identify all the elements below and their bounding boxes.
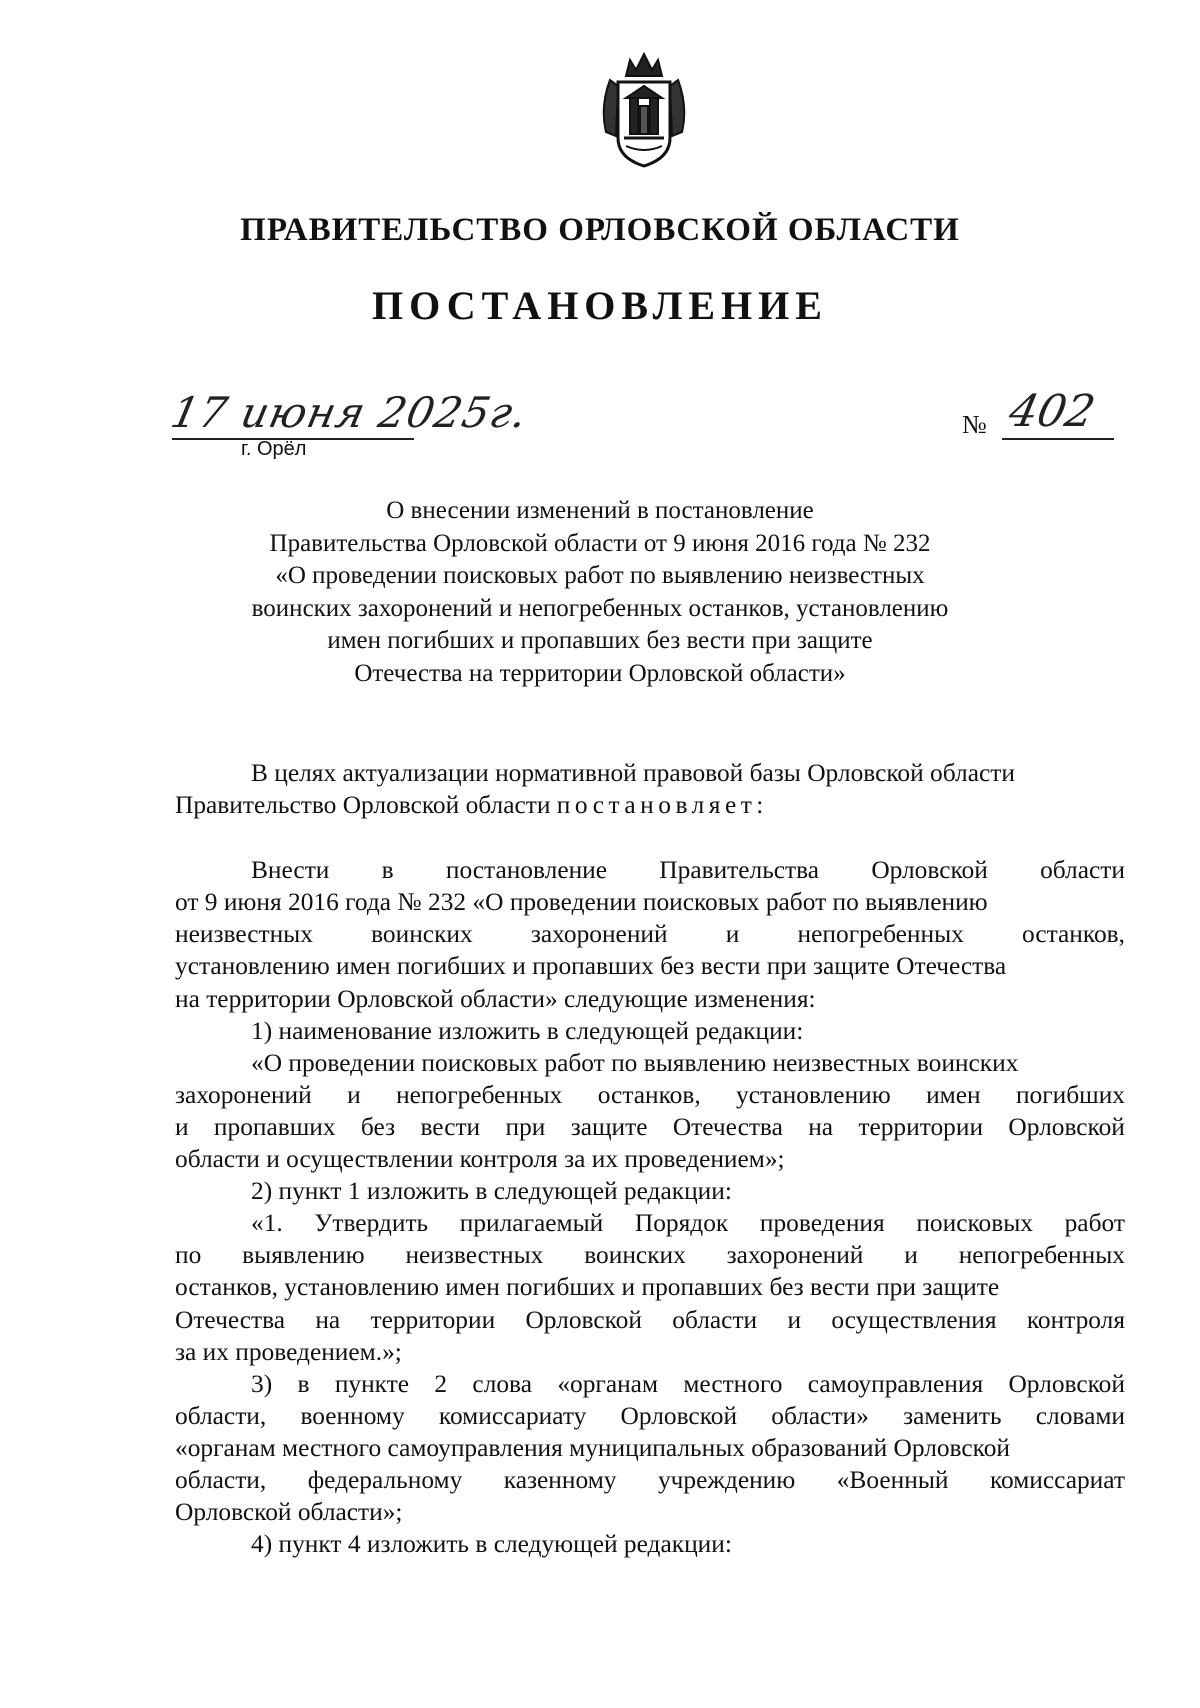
word: 2 (434, 1369, 448, 1398)
body-line (175, 1400, 1125, 1432)
word: и (175, 1112, 189, 1141)
word: захоронений (726, 1241, 864, 1270)
word: Орловской (1008, 1112, 1125, 1141)
subject-line: имен погибших и пропавших без вести при защите (327, 627, 873, 654)
word: федеральному (307, 1465, 463, 1494)
word: выявлению (242, 1241, 365, 1270)
number-underline (1002, 438, 1114, 440)
word: области (1040, 856, 1125, 885)
handwritten-date: 17 июня 2025г. (166, 388, 533, 437)
word: территории (858, 1112, 984, 1141)
word: погибших (1015, 1080, 1125, 1109)
body-line: от 9 июня 2016 года № 232 «О проведении поисковых работ по выявлению (175, 888, 988, 917)
word: и (904, 1241, 918, 1270)
document-body (175, 757, 1125, 1560)
word: воинских (584, 1241, 686, 1270)
word: останков, (597, 1080, 701, 1109)
word: установлению (736, 1080, 891, 1109)
body-line: 2) пункт 1 изложить в следующей редакции: (251, 1177, 732, 1206)
body-line: «О проведении поисковых работ по выявлению неизвестных воинских (251, 1048, 1019, 1077)
body-line: 4) пункт 4 изложить в следующей редакции: (251, 1530, 732, 1559)
word: защите (570, 1112, 648, 1141)
handwritten-number: 402 (1004, 386, 1100, 437)
word: Отечества (672, 1112, 783, 1141)
preamble-line (175, 789, 1125, 821)
word: Порядок (634, 1209, 729, 1238)
body-line: останков, установлению имен погибших и пропавших без вести при защите (175, 1273, 1000, 1302)
body-line: за их проведением.»; (175, 1337, 402, 1366)
number-sign: № (962, 410, 987, 439)
word: на (808, 1112, 834, 1141)
word: без (360, 1112, 396, 1141)
word: словами (1035, 1401, 1125, 1430)
word: области» (771, 1401, 869, 1430)
word: в (297, 1369, 310, 1398)
word: захоронений (175, 1080, 312, 1109)
body-line (175, 1464, 1125, 1496)
body-line (175, 1239, 1125, 1271)
word: захоронений (530, 920, 668, 949)
word: и (725, 920, 740, 949)
body-line: на территории Орловской области» следующие изменения: (175, 984, 816, 1013)
word: слова (472, 1369, 532, 1398)
word: пункте (334, 1369, 410, 1398)
word: «органам (557, 1369, 659, 1398)
word: непогребенных (797, 920, 964, 949)
preamble-prefix: Правительство Орловской области (175, 791, 557, 820)
word: комиссариату (438, 1401, 587, 1430)
city-label: г. Орёл (241, 438, 307, 460)
word: неизвестных (175, 920, 313, 949)
word: постановление (445, 856, 608, 885)
word: области (672, 1305, 758, 1334)
word: воинских (371, 920, 473, 949)
word: осуществления (831, 1305, 997, 1334)
word: имен (926, 1080, 981, 1109)
preamble-line: В целях актуализации нормативной правовой базы Орловской области (251, 759, 1015, 787)
word: казенному (503, 1465, 617, 1494)
word: территории (370, 1305, 496, 1334)
body-line (175, 1079, 1125, 1111)
body-line: Орловской области»; (175, 1498, 403, 1527)
word: по (175, 1241, 202, 1270)
word: неизвестных (405, 1241, 544, 1270)
word: при (505, 1112, 546, 1141)
body-line (175, 1207, 1125, 1239)
word: работ (1064, 1209, 1125, 1238)
word: области, (175, 1465, 267, 1494)
body-line (175, 1304, 1125, 1336)
subject-line: Отечества на территории Орловской области» (354, 659, 846, 687)
word: Орловской (871, 856, 988, 885)
subject-line: О внесении изменений в постановление (386, 497, 814, 524)
word: «1. (251, 1209, 283, 1238)
subject-line: воинских захоронений и непогребенных останков, установлению (251, 594, 949, 622)
word: военному (300, 1401, 405, 1430)
body-line: установлению имен погибших и пропавших без вести при защите Отечества (175, 952, 1007, 981)
word: Отечества (175, 1305, 286, 1334)
document-type: ПОСТАНОВЛЕНИЕ (372, 283, 828, 328)
word: «Военный (836, 1465, 949, 1494)
body-line: «органам местного самоуправления муниципальных образований Орловской (175, 1433, 1011, 1462)
word: 3) (251, 1369, 273, 1398)
word: прилагаемый (459, 1209, 604, 1238)
word: останков, (1022, 920, 1125, 949)
word: на (315, 1305, 341, 1334)
word: Утвердить (314, 1209, 429, 1238)
body-line (175, 1111, 1125, 1143)
body-line (175, 1368, 1125, 1400)
word: Орловской (525, 1305, 642, 1334)
word: пропавших (213, 1112, 336, 1141)
word: поисковых (916, 1209, 1033, 1238)
body-line: области и осуществлении контроля за их проведением»; (175, 1145, 785, 1174)
word: непогребенных (396, 1080, 563, 1109)
word: и (347, 1080, 361, 1109)
word: контроля (1026, 1305, 1125, 1334)
body-line (175, 918, 1125, 950)
word: Правительства (659, 856, 820, 885)
word: проведения (759, 1209, 885, 1238)
coat-of-arms-icon (596, 46, 692, 170)
word: и (787, 1305, 802, 1334)
word: Орловской (620, 1401, 738, 1430)
word: комиссариат (989, 1465, 1125, 1494)
organization-name: ПРАВИТЕЛЬСТВО ОРЛОВСКОЙ ОБЛАСТИ (240, 212, 960, 248)
subject-line: «О проведении поисковых работ по выявлению неизвестных (275, 562, 925, 589)
word: Внести (251, 856, 330, 885)
word: местного (683, 1369, 783, 1398)
resolves-word: постановляет: (556, 791, 768, 820)
word: самоуправления (807, 1369, 984, 1398)
word: вести (420, 1112, 481, 1141)
word: в (381, 856, 394, 885)
word: Орловской (1008, 1369, 1125, 1398)
word: учреждению (657, 1465, 796, 1494)
body-line (175, 854, 1125, 886)
word: области, (175, 1401, 267, 1430)
word: заменить (903, 1401, 1002, 1430)
document-subject (240, 495, 960, 690)
word: непогребенных (958, 1241, 1125, 1270)
body-line: 1) наименование изложить в следующей редакции: (251, 1016, 804, 1045)
subject-line: Правительства Орловской области от 9 июня 2016 года № 232 (269, 529, 931, 557)
